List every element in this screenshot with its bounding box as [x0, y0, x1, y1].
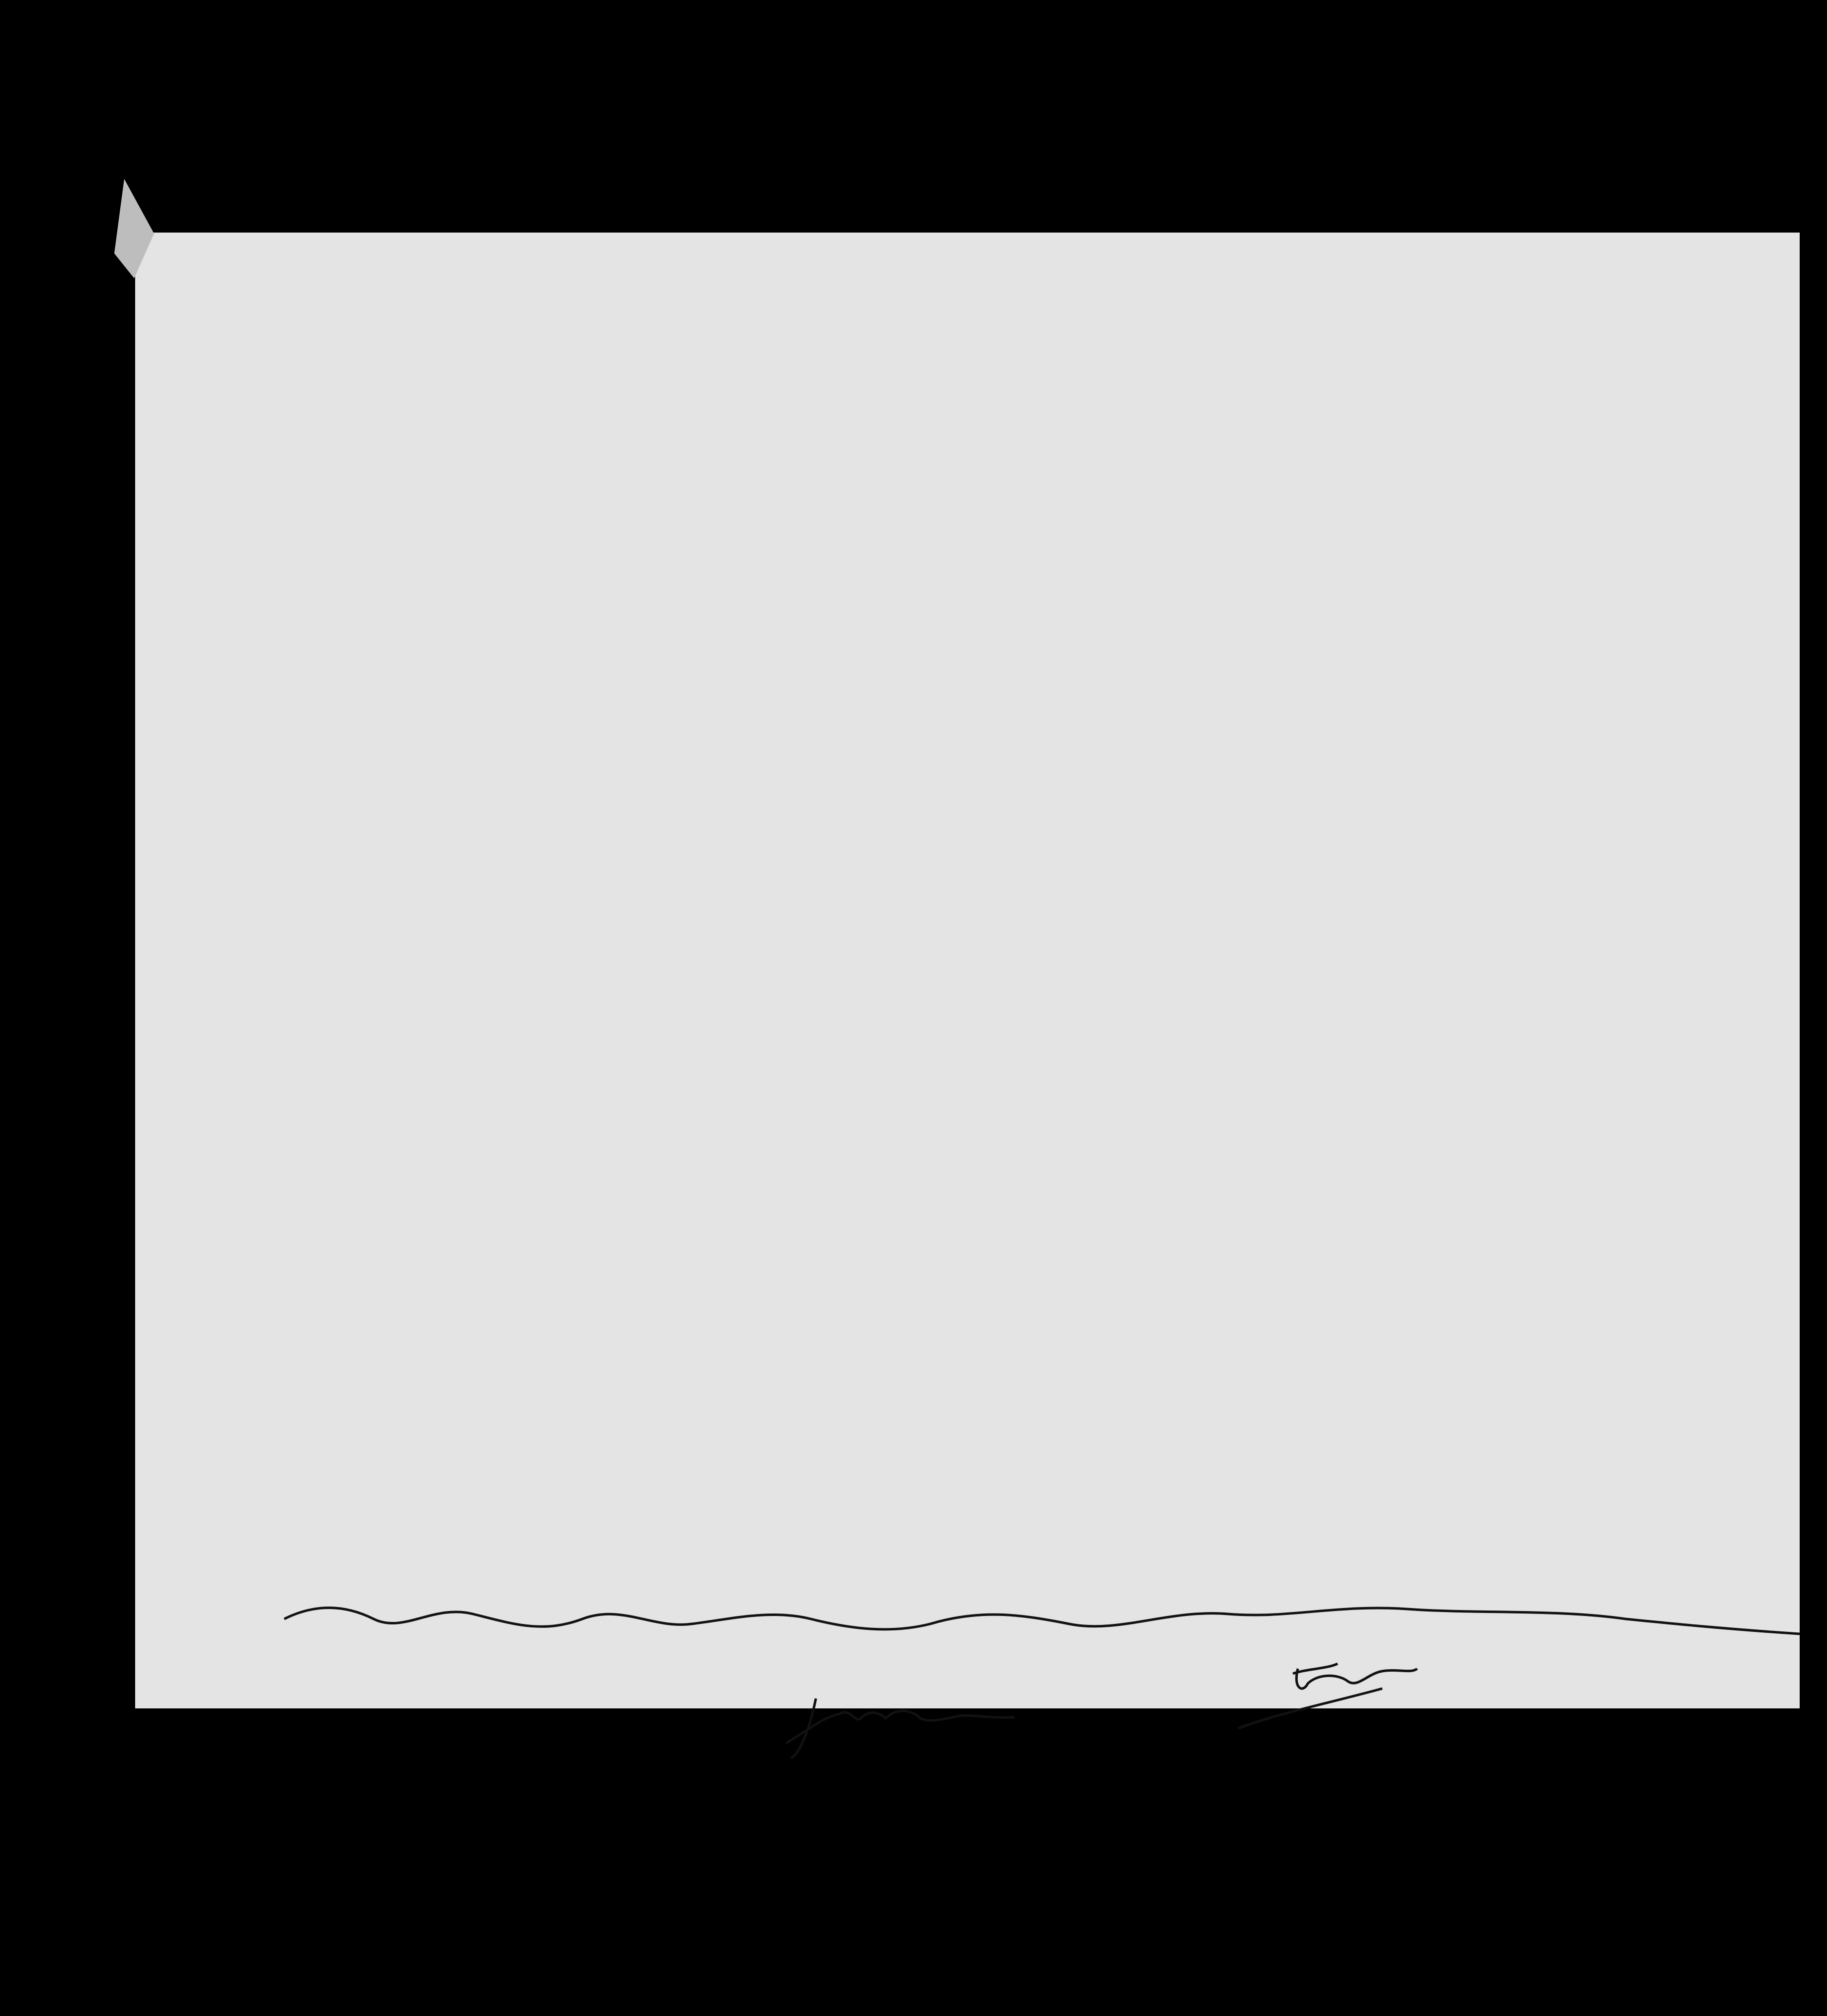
inspector-signature	[781, 1689, 1039, 1763]
manifest-sheet	[135, 233, 1800, 1708]
closing-wavy-line	[135, 1599, 1800, 1639]
purser-signature	[1218, 1654, 1437, 1733]
torn-corner	[104, 179, 159, 278]
